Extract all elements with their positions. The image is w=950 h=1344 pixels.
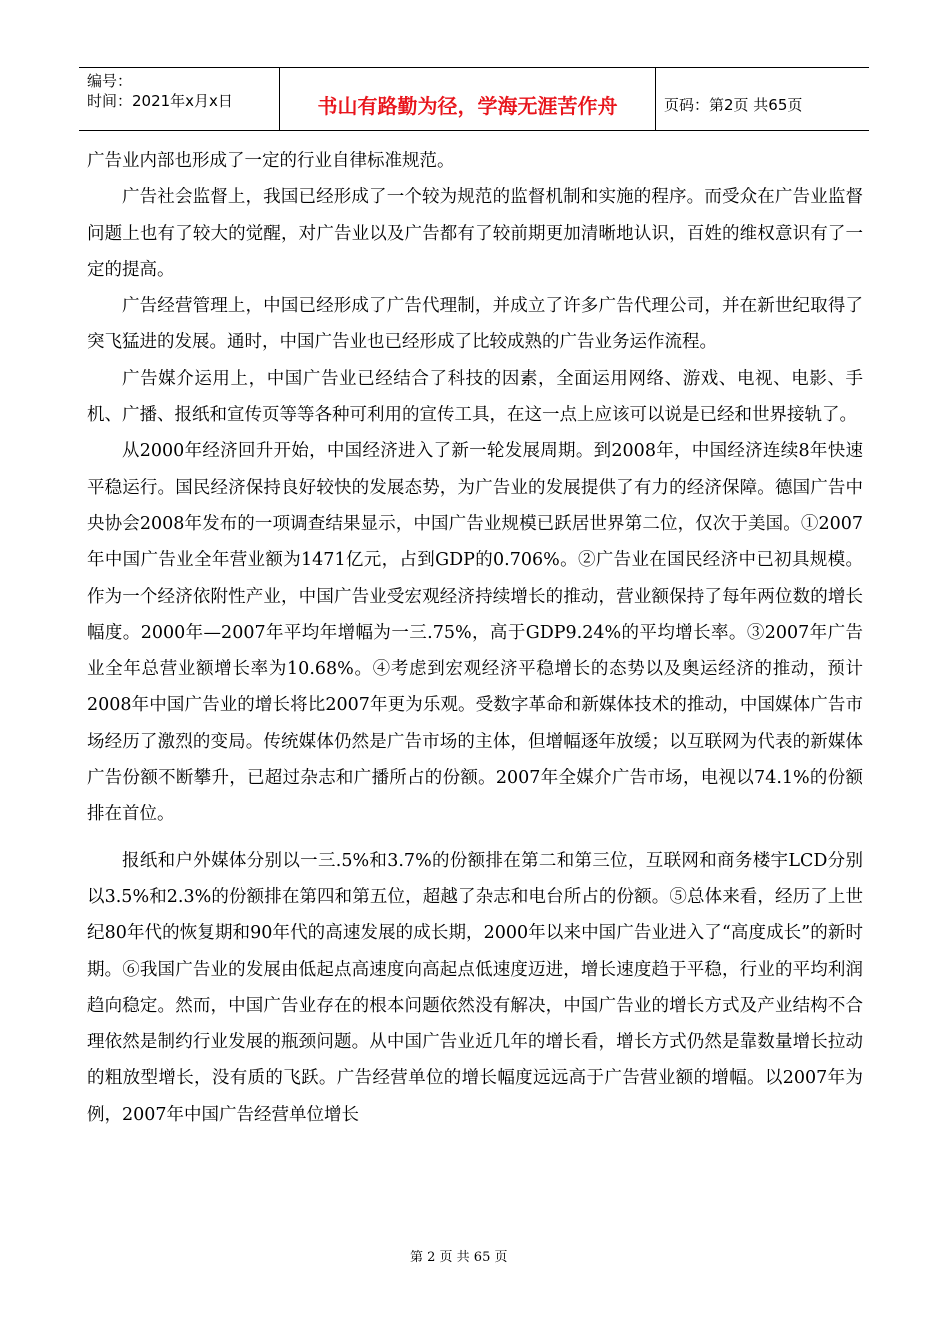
paragraph: 广告业内部也形成了一定的行业自律标准规范。: [87, 151, 455, 171]
paragraph: 广告经营管理上，中国已经形成了广告代理制，并成立了许多广告代理公司，并在新世纪取得了突飞猛进的发展。通时，中国广告业也已经形成了比较成熟的广告业务运作流程。: [87, 296, 863, 353]
page-header: [79, 67, 869, 131]
paragraph: 从2000年经济回升开始，中国经济进入了新一轮发展周期。到2008年，中国经济连续8年快速平稳运行。国民经济保持良好较快的发展态势，为广告业的发展提供了有力的经济保障。德国广告中央协会2008年发布的一项调查结果显示，中国广告业规模已跃居世界第二位，仅次于美国。①2007年中国广告业全年营业额为1471亿元，占到GDP的0.706%。②广告业在国民经济中已初具规模。作为一个经济依附性产业，中国广告业受宏观经济持续增长的推动，营业额保持了每年两位数的增长幅度。2000年—2007年平均年增幅为一三.75%，高于GDP9.24%的平均增长率。③2007年广告业全年总营业额增长率为10.68%。④考虑到宏观经济平稳增长的态势以及奥运经济的推动，预计2008年中国广告业的增长将比2007年更为乐观。受数字革命和新媒体技术的推动，中国媒体广告市场经历了激烈的变局。传统媒体仍然是广告市场的主体，但增幅逐年放缓；以互联网为代表的新媒体广告份额不断攀升，已超过杂志和广播所占的份额。2007年全媒介广告市场，电视以74.1%的份额排在首位。: [87, 441, 863, 825]
document-body: [87, 143, 863, 1133]
document-number-label: 编号：: [87, 72, 133, 90]
paragraph: 广告社会监督上，我国已经形成了一个较为规范的监督机制和实施的程序。而受众在广告业监督问题上也有了较大的觉醒，对广告业以及广告都有了较前期更加清晰地认识，百姓的维权意识有了一定的提高。: [87, 187, 863, 280]
page-footer: 第 2 页 共 65 页: [410, 1250, 508, 1265]
header-meta: [79, 68, 280, 130]
paragraph: 报纸和户外媒体分别以一三.5%和3.7%的份额排在第二和第三位，互联网和商务楼宇LCD分别以3.5%和2.3%的份额排在第四和第五位，超越了杂志和电台所占的份额。⑤总体来看，经历了上世纪80年代的恢复期和90年代的高速发展的成长期，2000年以来中国广告业进入了“高度成长”的新时期。⑥我国广告业的发展由低起点高速度向高起点低速度迈进，增长速度趋于平稳，行业的平均利润趋向稳定。然而，中国广告业存在的根本问题依然没有解决，中国广告业的增长方式及产业结构不合理依然是制约行业发展的瓶颈问题。从中国广告业近几年的增长看，增长方式仍然是靠数量增长拉动的粗放型增长，没有质的飞跃。广告经营单位的增长幅度远远高于广告营业额的增幅。以2007年为例，2007年中国广告经营单位增长: [87, 850, 863, 1125]
paragraph-gap: [87, 833, 863, 843]
paragraph: 广告媒介运用上，中国广告业已经结合了科技的因素，全面运用网络、游戏、电视、电影、手机、广播、报纸和宣传页等等各种可利用的宣传工具，在这一点上应该可以说是已经和世界接轨了。: [87, 368, 863, 426]
document-date-label: 时间：2021年x月x日: [87, 92, 233, 110]
header-motto: 书山有路勤为径，学海无涯苦作舟: [280, 68, 656, 130]
header-page-number: 页码：第2页 共65页: [664, 95, 803, 114]
